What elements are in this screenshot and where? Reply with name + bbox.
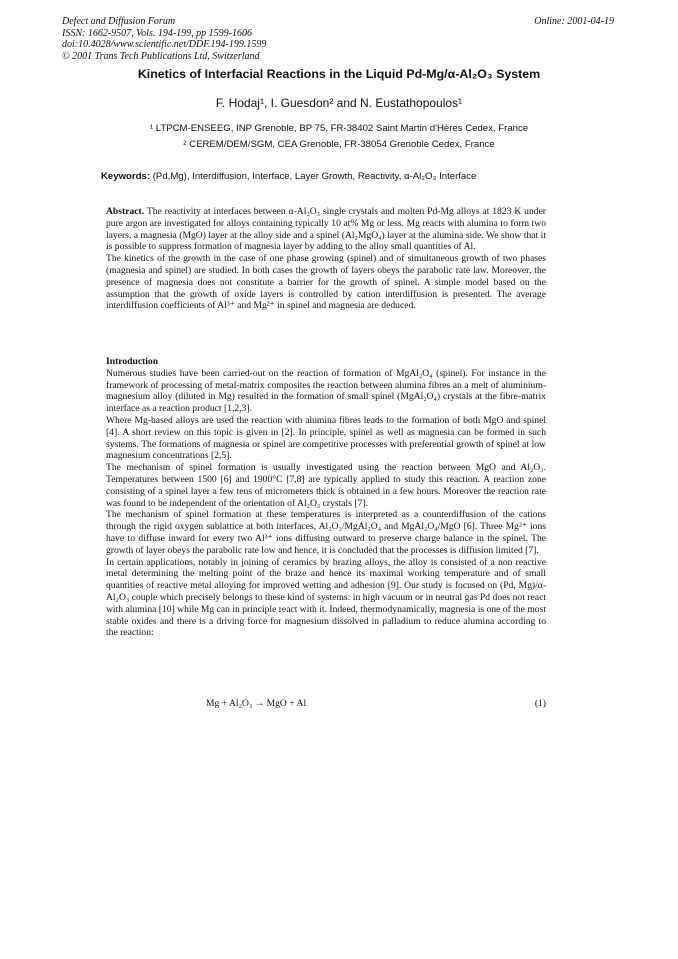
issn-line: ISSN: 1662-9507, Vols. 194-199, pp 1599-1606 xyxy=(62,27,252,39)
journal-name: Defect and Diffusion Forum xyxy=(62,16,176,27)
affiliation-1: ¹ LTPCM-ENSEEG, INP Grenoble, BP 75, FR-38402 Saint Martin d'Hères Cedex, France xyxy=(149,123,529,134)
abstract-label: Abstract. xyxy=(106,206,145,217)
affiliation-2: ² CEREM/DEM/SGM, CEA Grenoble, FR-38054 Grenoble Cedex, France xyxy=(183,139,495,150)
intro-paragraph-5: In certain applications, notably in joining of ceramics by brazing alloys, the alloy is consisted of a non reactive metal determining the melting point of the braze and hence its maximal working temperature and of small quantities of reactive metal alloying for improved wetting and adhesion [9]. Our study is focused on (Pd, Mg)/α-Al₂O₃ couple which precisely belongs to these kind of systems: in high vacuum or in neutral gas Pd does not react with alumina [10] while Mg can in principle react with it. Indeed, thermodynamically, magnesia is one of the most stable oxides and there is a driving force for magnesium dissolved in palladium to reduce alumina according to the reaction: xyxy=(106,556,546,639)
intro-paragraph-1: Numerous studies have been carried-out on the reaction of formation of MgAl₂O₄ (spinel). For instance in the framework of processing of metal-matrix composites the reaction between alumina fibres an a melt of aluminium-magnesium alloy (diluted in Mg) resulted in the formation of small spinel (MgAl₂O₄) crystals at the fibre-matrix interface as a reaction product [1,2,3]. xyxy=(106,367,546,415)
equation-number: (1) xyxy=(534,698,546,709)
abstract-text-1: The reactivity at interfaces between α-Al₂O₃ single crystals and molten Pd-Mg alloys at 1823 K under pure argon are investigated for alloys containing typically 10 at% Mg or less. Mg reacts with alumina to form two layers, a magnesia (MgO) layer at the alloy side and a spinel (Al₂MgO₄) layer at the alumina side. We show that it is possible to suppress formation of magnesia layer by adding to the alloy small quantities of Al. xyxy=(106,206,546,253)
introduction-section xyxy=(106,356,546,639)
online-date: Online: 2001-04-19 xyxy=(534,16,614,27)
abstract-section xyxy=(106,206,546,312)
abstract-paragraph-1 xyxy=(106,206,546,253)
copyright-line: © 2001 Trans Tech Publications Ltd, Switzerland xyxy=(62,50,260,62)
intro-paragraph-2: Where Mg-based alloys are used the reaction with alumina fibres leads to the formation of both MgO and spinel [4]. A short review on this topic is given in [2]. In principle, spinel as well as magnesia can be formed in such systems. The formations of magnesia or spinel are competitive processes with preferential growth of spinel at low magnesium concentrations [2,5]. xyxy=(106,414,546,462)
equation-1 xyxy=(106,698,546,712)
author-list: F. Hodaj¹, I. Guesdon² and N. Eustathopoulos¹ xyxy=(215,96,463,110)
equation-text: Mg + Al₂O₃ → MgO + Al xyxy=(206,698,307,709)
introduction-heading: Introduction xyxy=(106,356,159,367)
keywords-label: Keywords: xyxy=(101,171,151,182)
paper-title: Kinetics of Interfacial Reactions in the Liquid Pd-Mg/α-Al₂O₃ System xyxy=(137,67,541,81)
abstract-paragraph-2: The kinetics of the growth in the case of one phase growing (spinel) and of simultaneous growth of two phases (magnesia and spinel) are studied. In both cases the growth of layers obeys the parabolic rate law. Moreover, the presence of magnesia does not constitute a barrier for the growth of spinel. A simple model based on the assumption that the growth of oxide layers is controlled by cation interdiffusion is presented. The average interdiffusion coefficients of Al³⁺ and Mg²⁺ in spinel and magnesia are deduced. xyxy=(106,253,546,312)
intro-paragraph-4: The mechanism of spinel formation at these temperatures is interpreted as a counterdiffusion of the cations through the rigid oxygen sublattice at both interfaces, Al₂O₃/MgAl₂O₄ and MgAl₂O₄/MgO [6]. Three Mg²⁺ ions have to diffuse inward for every two Al³⁺ ions diffusing outward to preserve charge balance in the spinel. The growth of layer obeys the parabolic rate low and hence, it is concluded that the processes is diffusion limited [7]. xyxy=(106,509,546,556)
keywords-text: (Pd,Mg), Interdiffusion, Interface, Layer Growth, Reactivity, α-Al₂O₃ Interface xyxy=(152,171,477,182)
doi-line: doi:10.4028/www.scientific.net/DDF.194-199.1599 xyxy=(62,39,267,50)
keywords-line xyxy=(101,171,601,182)
intro-paragraph-3: The mechanism of spinel formation is usually investigated using the reaction between MgO and Al₂O₃. Temperatures between 1500 [6] and 1900°C [7,8] are typically applied to study this reaction. A reaction zone consisting of a spinel layer a few tens of micrometers thick is obtained in a few hours. Moreover the reaction rate was found to be independent of the orientation of Al₂O₃ crystals [7]. xyxy=(106,462,546,509)
